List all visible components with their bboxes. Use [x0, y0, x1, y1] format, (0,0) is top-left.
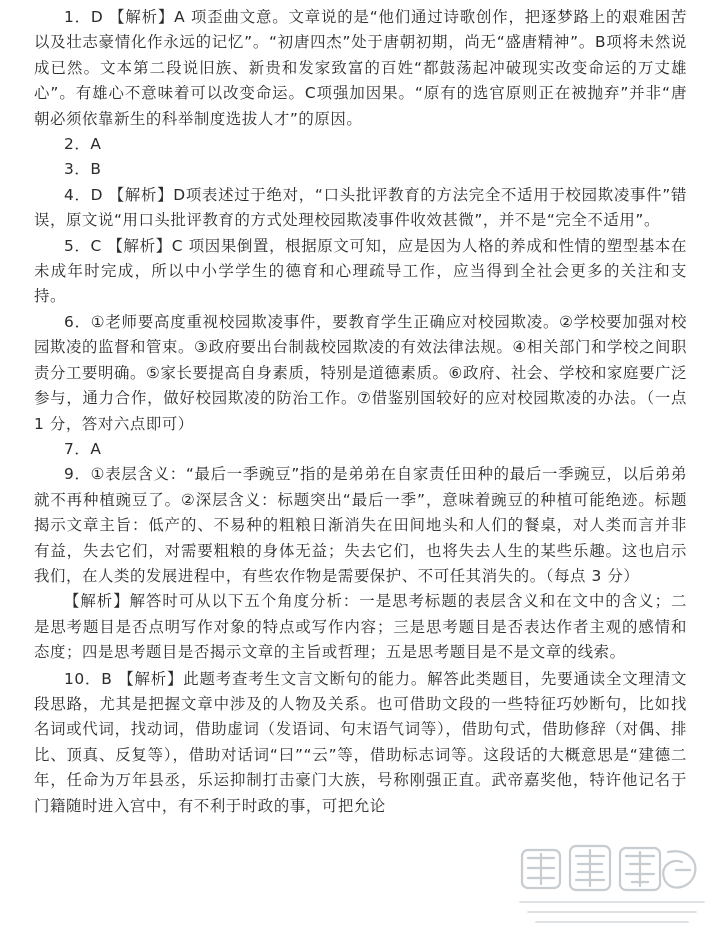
answer-item-2: 2．A	[64, 135, 102, 154]
answer-item-1: 1．D 【解析】A 项歪曲文意。文章说的是“他们通过诗歌创作，把逐梦路上的艰难困苦以及壮志豪情化作永远的记忆”。“初唐四杰”处于唐朝初期，尚无“盛唐精神”。B项将未然说成已然。文本第二段说旧族、新贵和发家致富的百姓“都鼓荡起冲破现实改变命运的万丈雄心”。有雄心不意味着可以改变命运。C项强加因果。“原有的选官原则正在被抛弃”并非“唐朝必须依靠新生的科举制度选拔人才”的原因。	[34, 8, 687, 128]
answer-item-5: 5．C 【解析】C 项因果倒置，根据原文可知，应是因为人格的养成和性情的塑型基本在未成年时完成，所以中小学学生的德育和心理疏导工作，应当得到全社会更多的关注和支持。	[34, 236, 687, 306]
answer-item-9: 9．①表层含义：“最后一季豌豆”指的是弟弟在自家责任田种的最后一季豌豆，以后弟弟就不再种植豌豆了。②深层含义：标题突出“最后一季”，意味着豌豆的种植可能绝迹。标题揭示文章主旨：低产的、不易种的粗粮日渐消失在田间地头和人们的餐桌，对人类而言并非有益，失去它们，对需要粗粮的身体无益；失去它们，也将失去人生的某些乐趣。这也启示我们，在人类的发展进程中，有些农作物是需要保护、不可任其消失的。（每点 3 分）	[34, 465, 687, 585]
answer-item-6: 6．①老师要高度重视校园欺凌事件，要教育学生正确应对校园欺凌。②学校要加强对校园欺凌的监督和管束。③政府要出台制裁校园欺凌的有效法律法规。④相关部门和学校之间职责分工要明确。⑤家长要提高自身素质，特别是道德素质。⑥政府、社会、学校和家庭要广泛参与，通力合作，做好校园欺凌的防治工作。⑦借鉴别国较好的应对校园欺凌的办法。（一点 1 分，答对六点即可）	[34, 312, 687, 433]
answer-item-7: 7．A	[64, 439, 102, 458]
answer-item-3: 3．B	[64, 160, 102, 179]
answer-item-4: 4．D 【解析】D项表述过于绝对，“口头批评教育的方法完全不适用于校园欺凌事件”错误，原文说“用口头批评教育的方式处理校园欺凌事件收效甚微”，并不是“完全不适用”。	[34, 185, 687, 230]
analysis-item-9: 【解析】解答时可从以下五个角度分析：一是思考标题的表层含义和在文中的含义；二是思考题目是否点明写作对象的特点或写作内容；三是思考题目是否表达作者主观的感情和态度；四是思考题目是否揭示文章的主旨或哲理；五是思考题目是不是文章的线索。	[34, 592, 687, 662]
answer-item-10: 10．B 【解析】此题考查考生文言文断句的能力。解答此类题目，先要通读全文理清文段思路，尤其是把握文章中涉及的人物及关系。也可借助文段的一些特征巧妙断句，比如找名词或代词，找动词，借助虚词（发语词、句末语气词等），借助句式，借助修辞（对偶、排比、顶真、反复等），借助对话词“曰”“云”等，借助标志词等。这段话的大概意思是“建德二年，任命为万年县丞，乐运抑制打击豪门大族，号称刚强正直。武帝嘉奖他，特许他记名于门籍随时进入宫中，有不利于时政的事，可把允论	[34, 669, 687, 815]
